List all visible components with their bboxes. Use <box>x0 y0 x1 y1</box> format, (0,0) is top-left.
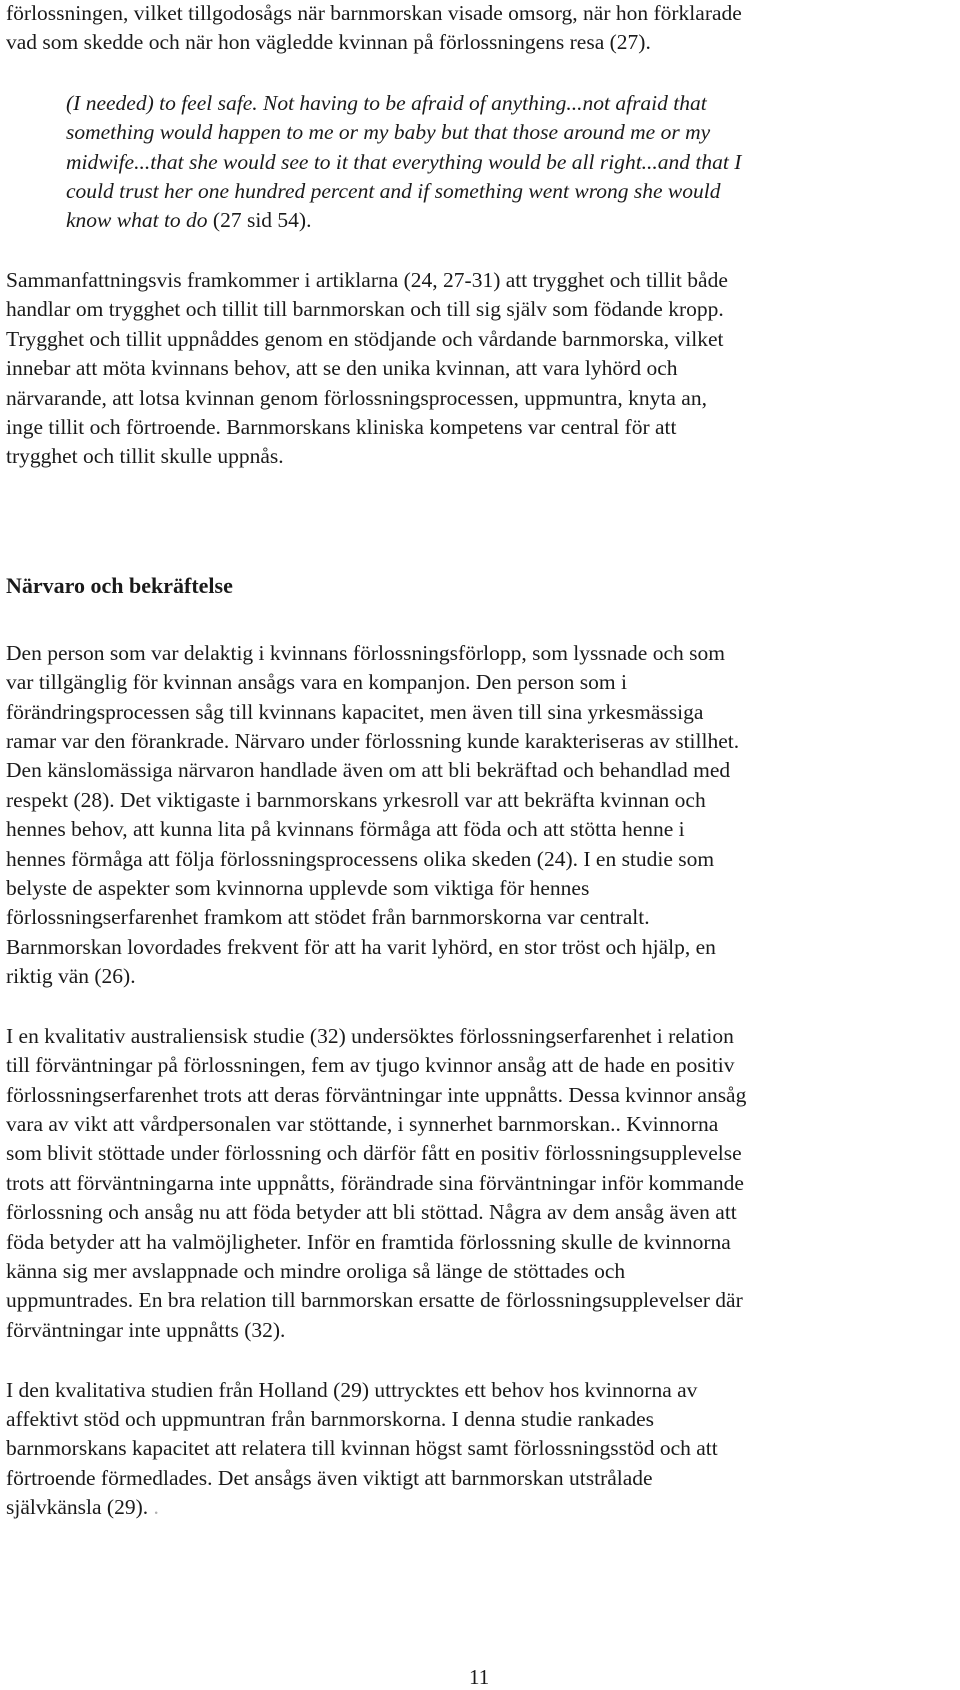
text-line: känna sig mer avslappnade och mindre oroliga så länge de stöttades och <box>6 1259 626 1283</box>
text-line: affektivt stöd och uppmuntran från barnmorskorna. I denna studie rankades <box>6 1407 654 1431</box>
text-line: inge tillit och förtroende. Barnmorskans kliniska kompetens var central för att <box>6 415 677 439</box>
text-line: I den kvalitativa studien från Holland (29) uttrycktes ett behov hos kvinnorna av <box>6 1378 698 1402</box>
text-line: vad som skedde och när hon vägledde kvinnan på förlossningens resa (27). <box>6 30 651 54</box>
text-line: handlar om trygghet och tillit till barnmorskan och till sig själv som födande kropp. <box>6 297 724 321</box>
text-line: innebar att möta kvinnans behov, att se den unika kvinnan, att vara lyhörd och <box>6 356 678 380</box>
text-line: förlossningserfarenhet trots att deras förväntningar inte uppnåtts. Dessa kvinnor ansåg <box>6 1083 747 1107</box>
text-line: uppmuntrades. En bra relation till barnmorskan ersatte de förlossningsupplevelser där <box>6 1288 743 1312</box>
text-line: förlossningen, vilket tillgodosågs när barnmorskan visade omsorg, när hon förklarade <box>6 1 742 25</box>
page-number: 11 <box>469 1665 490 1689</box>
text-line <box>6 1493 159 1522</box>
text-line: Trygghet och tillit uppnåddes genom en stödjande och vårdande barnmorska, vilket <box>6 327 724 351</box>
text-line-end: självkänsla (29). <box>6 1495 149 1519</box>
quote-line: (I needed) to feel safe. Not having to be afraid of anything...not afraid that <box>66 91 707 115</box>
quote-line <box>66 206 311 235</box>
text-line: föda betyder att ha valmöjligheter. Inför en framtida förlossning skulle de kvinnorna <box>6 1230 731 1254</box>
text-line: barnmorskans kapacitet att relatera till kvinnan högst samt förlossningsstöd och att <box>6 1436 718 1460</box>
text-line: hennes förmåga att följa förlossningsprocessens olika skeden (24). I en studie som <box>6 847 715 871</box>
text-line: närvarande, att lotsa kvinnan genom förlossningsprocessen, uppmuntra, knyta an, <box>6 386 707 410</box>
text-line: vara av vikt att vårdpersonalen var stöttande, i synnerhet barnmorskan.. Kvinnorna <box>6 1112 719 1136</box>
text-line: riktig vän (26). <box>6 964 136 988</box>
quote-line: something would happen to me or my baby but that those around me or my <box>66 120 711 144</box>
text-line: förväntningar inte uppnåtts (32). <box>6 1318 286 1342</box>
text-line: ramar var den förankrade. Närvaro under förlossning kunde karakteriseras av stillhet. <box>6 729 740 753</box>
text-line: I en kvalitativ australiensisk studie (32) undersöktes förlossningserfarenhet i relation <box>6 1024 734 1048</box>
text-line: trots att förväntningarna inte uppnåtts, förändrade sina förväntningar inför kommande <box>6 1171 744 1195</box>
trailing-mark: . <box>153 1495 159 1519</box>
text-line: trygghet och tillit skulle uppnås. <box>6 444 284 468</box>
quote-line: could trust her one hundred percent and if something went wrong she would <box>66 179 721 203</box>
section-heading: Närvaro och bekräftelse <box>6 573 233 598</box>
quote-citation: (27 sid 54). <box>207 208 312 232</box>
quote-last-italic: know what to do <box>66 208 208 232</box>
text-line: förlossningserfarenhet framkom att stödet från barnmorskorna var centralt. <box>6 905 650 929</box>
text-line: till förväntningar på förlossningen, fem av tjugo kvinnor ansåg att de hade en positiv <box>6 1053 735 1077</box>
text-line: Den person som var delaktig i kvinnans förlossningsförlopp, som lyssnade och som <box>6 641 725 665</box>
quote-line: midwife...that she would see to it that everything would be all right...and that I <box>66 150 742 174</box>
text-line: hennes behov, att kunna lita på kvinnans förmåga att föda och att stötta henne i <box>6 817 685 841</box>
text-line: Den känslomässiga närvaron handlade även om att bli bekräftad och behandlad med <box>6 758 731 782</box>
text-line: var tillgänglig för kvinnan ansågs vara en kompanjon. Den person som i <box>6 670 627 694</box>
text-line: respekt (28). Det viktigaste i barnmorskans yrkesroll var att bekräfta kvinnan och <box>6 788 706 812</box>
text-line: belyste de aspekter som kvinnorna upplevde som viktiga för hennes <box>6 876 590 900</box>
text-line: som blivit stöttade under förlossning och därför fått en positiv förlossningsupplevelse <box>6 1141 742 1165</box>
text-line: Barnmorskan lovordades frekvent för att ha varit lyhörd, en stor tröst och hjälp, en <box>6 935 716 959</box>
text-line: förtroende förmedlades. Det ansågs även viktigt att barnmorskan utstrålade <box>6 1466 653 1490</box>
text-line: förlossning och ansåg nu att föda betyder att bli stöttad. Några av dem ansåg även att <box>6 1200 737 1224</box>
text-line: Sammanfattningsvis framkommer i artiklarna (24, 27-31) att trygghet och tillit både <box>6 268 728 292</box>
text-line: förändringsprocessen såg till kvinnans kapacitet, men även till sina yrkesmässiga <box>6 700 704 724</box>
